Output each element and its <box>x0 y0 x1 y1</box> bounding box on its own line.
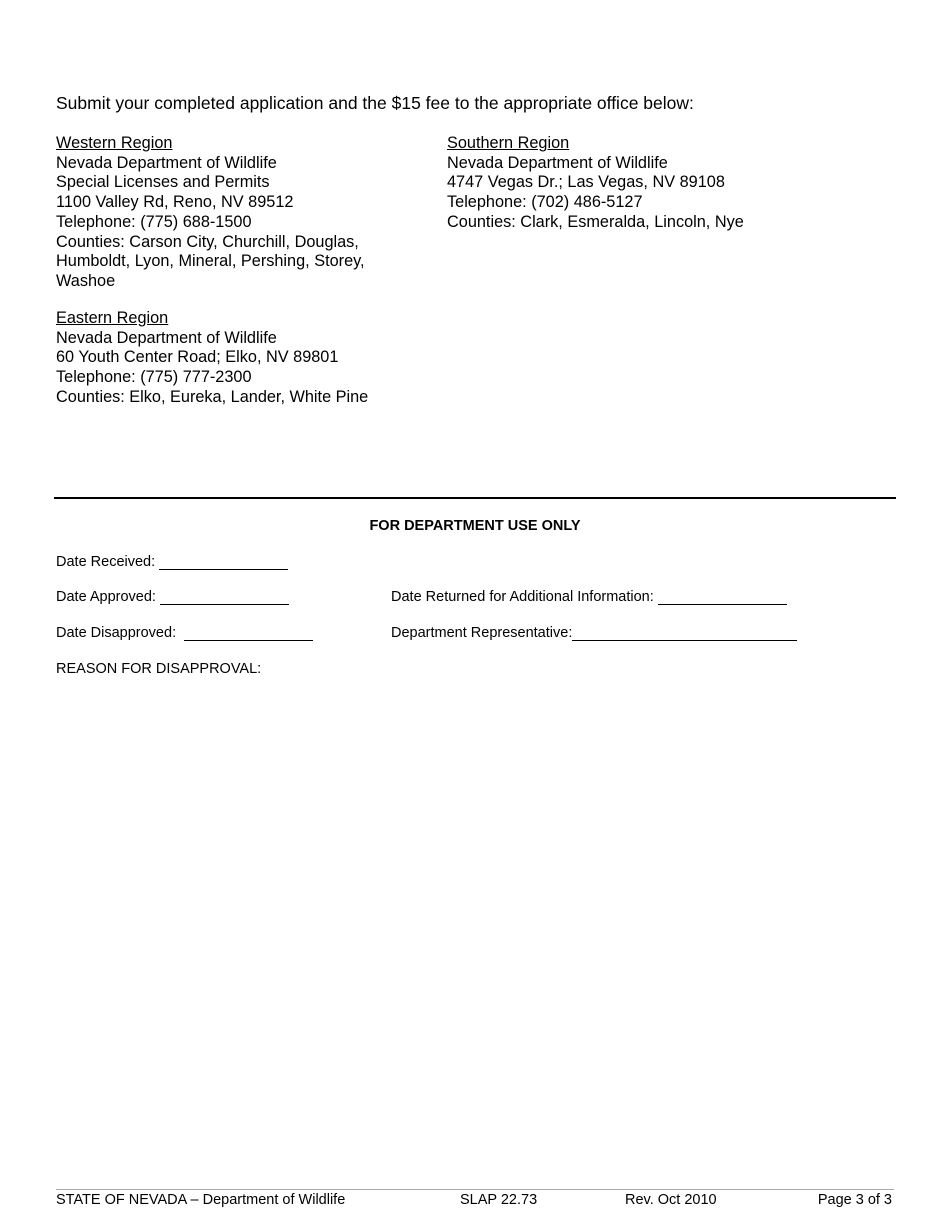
eastern-region-address <box>56 309 368 408</box>
department-representative-label: Department Representative: <box>391 625 573 641</box>
western-counties: Counties: Carson City, Churchill, Douglas, Humboldt, Lyon, Mineral, Pershing, Storey, Washoe <box>56 232 365 290</box>
western-office: Special Licenses and Permits <box>56 173 270 192</box>
eastern-telephone: Telephone: (775) 777-2300 <box>56 368 252 387</box>
date-disapproved-field[interactable] <box>184 626 313 641</box>
submission-instructions: Submit your completed application and the $15 fee to the appropriate office below: <box>56 93 694 113</box>
date-disapproved-row <box>56 625 313 641</box>
date-disapproved-label: Date Disapproved: <box>56 625 177 641</box>
southern-agency: Nevada Department of Wildlife <box>447 153 668 172</box>
department-representative-row <box>391 625 797 641</box>
southern-counties: Counties: Clark, Esmeralda, Lincoln, Nye <box>447 212 744 231</box>
southern-region-address <box>447 134 744 233</box>
date-received-field[interactable] <box>159 555 288 570</box>
reason-for-disapproval-label: REASON FOR DISAPPROVAL: <box>56 661 262 677</box>
footer-agency: STATE OF NEVADA – Department of Wildlife <box>56 1192 346 1208</box>
western-region-title: Western Region <box>56 134 173 152</box>
eastern-street: 60 Youth Center Road; Elko, NV 89801 <box>56 348 339 367</box>
eastern-counties: Counties: Elko, Eureka, Lander, White Pine <box>56 387 369 406</box>
reason-for-disapproval-row <box>56 661 261 677</box>
eastern-agency: Nevada Department of Wildlife <box>56 328 277 347</box>
western-street: 1100 Valley Rd, Reno, NV 89512 <box>56 193 294 212</box>
southern-street: 4747 Vegas Dr.; Las Vegas, NV 89108 <box>447 173 725 192</box>
date-returned-label: Date Returned for Additional Information: <box>391 589 654 605</box>
footer-page-number: Page 3 of 3 <box>817 1192 892 1208</box>
date-approved-label: Date Approved: <box>56 589 156 605</box>
date-approved-field[interactable] <box>160 590 289 605</box>
department-representative-field[interactable] <box>572 626 797 641</box>
footer-form-number: SLAP 22.73 <box>460 1192 538 1208</box>
southern-region-title: Southern Region <box>447 134 570 152</box>
date-received-label: Date Received: <box>56 554 156 570</box>
date-returned-row <box>391 589 787 605</box>
section-divider <box>54 497 896 499</box>
western-telephone: Telephone: (775) 688-1500 <box>56 212 252 231</box>
department-use-title: FOR DEPARTMENT USE ONLY <box>369 518 581 534</box>
footer-divider <box>56 1189 894 1190</box>
eastern-region-title: Eastern Region <box>56 309 169 327</box>
date-approved-row <box>56 589 289 605</box>
western-agency: Nevada Department of Wildlife <box>56 153 277 172</box>
southern-telephone: Telephone: (702) 486-5127 <box>447 193 643 212</box>
date-returned-field[interactable] <box>658 590 787 605</box>
date-received-row <box>56 554 288 570</box>
western-region-address <box>56 134 396 292</box>
footer-revision: Rev. Oct 2010 <box>625 1192 717 1208</box>
